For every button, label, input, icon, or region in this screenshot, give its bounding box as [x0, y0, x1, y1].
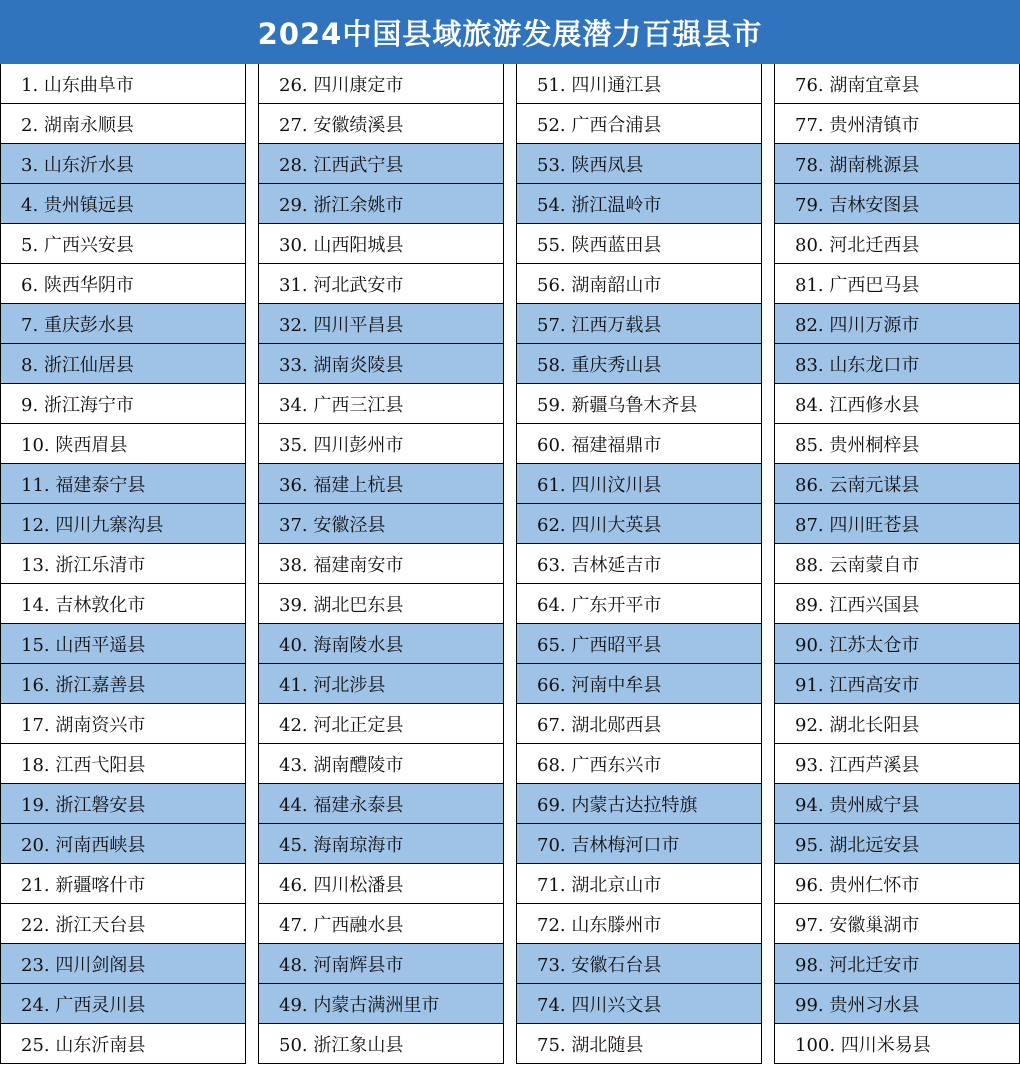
list-item: 59. 新疆乌鲁木齐县 — [517, 384, 761, 424]
list-item: 45. 海南琼海市 — [259, 824, 503, 864]
list-item: 64. 广东开平市 — [517, 584, 761, 624]
list-item: 53. 陕西凤县 — [517, 144, 761, 184]
list-item: 79. 吉林安图县 — [775, 184, 1019, 224]
list-item: 70. 吉林梅河口市 — [517, 824, 761, 864]
list-item: 93. 江西芦溪县 — [775, 744, 1019, 784]
list-item: 71. 湖北京山市 — [517, 864, 761, 904]
list-item: 63. 吉林延吉市 — [517, 544, 761, 584]
list-item: 92. 湖北长阳县 — [775, 704, 1019, 744]
list-item: 36. 福建上杭县 — [259, 464, 503, 504]
list-item: 84. 江西修水县 — [775, 384, 1019, 424]
list-item: 89. 江西兴国县 — [775, 584, 1019, 624]
list-item: 51. 四川通江县 — [517, 64, 761, 104]
list-item: 98. 河北迁安市 — [775, 944, 1019, 984]
list-item: 96. 贵州仁怀市 — [775, 864, 1019, 904]
list-item: 9. 浙江海宁市 — [1, 384, 245, 424]
list-item: 99. 贵州习水县 — [775, 984, 1019, 1024]
list-item: 35. 四川彭州市 — [259, 424, 503, 464]
list-item: 57. 江西万载县 — [517, 304, 761, 344]
list-item: 28. 江西武宁县 — [259, 144, 503, 184]
column-3 — [516, 64, 762, 1064]
list-item: 20. 河南西峡县 — [1, 824, 245, 864]
list-item: 78. 湖南桃源县 — [775, 144, 1019, 184]
list-item: 82. 四川万源市 — [775, 304, 1019, 344]
list-item: 19. 浙江磐安县 — [1, 784, 245, 824]
list-item: 74. 四川兴文县 — [517, 984, 761, 1024]
list-item: 29. 浙江余姚市 — [259, 184, 503, 224]
page-header — [0, 0, 1020, 64]
list-item: 83. 山东龙口市 — [775, 344, 1019, 384]
list-item: 47. 广西融水县 — [259, 904, 503, 944]
list-item: 3. 山东沂水县 — [1, 144, 245, 184]
list-item: 26. 四川康定市 — [259, 64, 503, 104]
list-item: 46. 四川松潘县 — [259, 864, 503, 904]
page-title: 2024中国县域旅游发展潜力百强县市 — [257, 16, 763, 51]
list-item: 72. 山东滕州市 — [517, 904, 761, 944]
list-item: 95. 湖北远安县 — [775, 824, 1019, 864]
list-item: 58. 重庆秀山县 — [517, 344, 761, 384]
list-item: 60. 福建福鼎市 — [517, 424, 761, 464]
list-item: 75. 湖北随县 — [517, 1024, 761, 1064]
list-item: 62. 四川大英县 — [517, 504, 761, 544]
list-item: 100. 四川米易县 — [775, 1024, 1019, 1064]
list-item: 4. 贵州镇远县 — [1, 184, 245, 224]
list-item: 2. 湖南永顺县 — [1, 104, 245, 144]
list-item: 43. 湖南醴陵市 — [259, 744, 503, 784]
list-item: 86. 云南元谋县 — [775, 464, 1019, 504]
list-item: 13. 浙江乐清市 — [1, 544, 245, 584]
list-item: 52. 广西合浦县 — [517, 104, 761, 144]
list-item: 50. 浙江象山县 — [259, 1024, 503, 1064]
list-item: 49. 内蒙古满洲里市 — [259, 984, 503, 1024]
list-item: 94. 贵州威宁县 — [775, 784, 1019, 824]
list-item: 14. 吉林敦化市 — [1, 584, 245, 624]
list-item: 33. 湖南炎陵县 — [259, 344, 503, 384]
list-item: 6. 陕西华阴市 — [1, 264, 245, 304]
list-item: 1. 山东曲阜市 — [1, 64, 245, 104]
list-item: 66. 河南中牟县 — [517, 664, 761, 704]
list-item: 21. 新疆喀什市 — [1, 864, 245, 904]
list-item: 55. 陕西蓝田县 — [517, 224, 761, 264]
column-1 — [0, 64, 246, 1064]
list-item: 18. 江西弋阳县 — [1, 744, 245, 784]
list-item: 77. 贵州清镇市 — [775, 104, 1019, 144]
list-item: 61. 四川汶川县 — [517, 464, 761, 504]
list-item: 68. 广西东兴市 — [517, 744, 761, 784]
list-item: 73. 安徽石台县 — [517, 944, 761, 984]
list-item: 80. 河北迁西县 — [775, 224, 1019, 264]
list-item: 87. 四川旺苍县 — [775, 504, 1019, 544]
list-item: 23. 四川剑阁县 — [1, 944, 245, 984]
list-item: 40. 海南陵水县 — [259, 624, 503, 664]
list-item: 15. 山西平遥县 — [1, 624, 245, 664]
list-item: 25. 山东沂南县 — [1, 1024, 245, 1064]
list-item: 85. 贵州桐梓县 — [775, 424, 1019, 464]
list-item: 37. 安徽泾县 — [259, 504, 503, 544]
list-item: 11. 福建泰宁县 — [1, 464, 245, 504]
list-item: 56. 湖南韶山市 — [517, 264, 761, 304]
list-item: 16. 浙江嘉善县 — [1, 664, 245, 704]
list-item: 22. 浙江天台县 — [1, 904, 245, 944]
column-4 — [774, 64, 1020, 1064]
list-item: 10. 陕西眉县 — [1, 424, 245, 464]
list-item: 34. 广西三江县 — [259, 384, 503, 424]
column-2 — [258, 64, 504, 1064]
list-item: 32. 四川平昌县 — [259, 304, 503, 344]
list-item: 39. 湖北巴东县 — [259, 584, 503, 624]
list-item: 76. 湖南宜章县 — [775, 64, 1019, 104]
list-item: 31. 河北武安市 — [259, 264, 503, 304]
list-item: 65. 广西昭平县 — [517, 624, 761, 664]
list-item: 67. 湖北郧西县 — [517, 704, 761, 744]
list-item: 24. 广西灵川县 — [1, 984, 245, 1024]
list-item: 91. 江西高安市 — [775, 664, 1019, 704]
list-item: 17. 湖南资兴市 — [1, 704, 245, 744]
list-item: 42. 河北正定县 — [259, 704, 503, 744]
list-item: 81. 广西巴马县 — [775, 264, 1019, 304]
list-item: 27. 安徽绩溪县 — [259, 104, 503, 144]
list-item: 7. 重庆彭水县 — [1, 304, 245, 344]
list-item: 41. 河北涉县 — [259, 664, 503, 704]
list-item: 48. 河南辉县市 — [259, 944, 503, 984]
list-item: 69. 内蒙古达拉特旗 — [517, 784, 761, 824]
list-item: 30. 山西阳城县 — [259, 224, 503, 264]
list-item: 44. 福建永泰县 — [259, 784, 503, 824]
list-item: 54. 浙江温岭市 — [517, 184, 761, 224]
list-item: 12. 四川九寨沟县 — [1, 504, 245, 544]
list-item: 90. 江苏太仓市 — [775, 624, 1019, 664]
list-item: 38. 福建南安市 — [259, 544, 503, 584]
list-item: 8. 浙江仙居县 — [1, 344, 245, 384]
list-item: 88. 云南蒙自市 — [775, 544, 1019, 584]
list-item: 5. 广西兴安县 — [1, 224, 245, 264]
list-item: 97. 安徽巢湖市 — [775, 904, 1019, 944]
